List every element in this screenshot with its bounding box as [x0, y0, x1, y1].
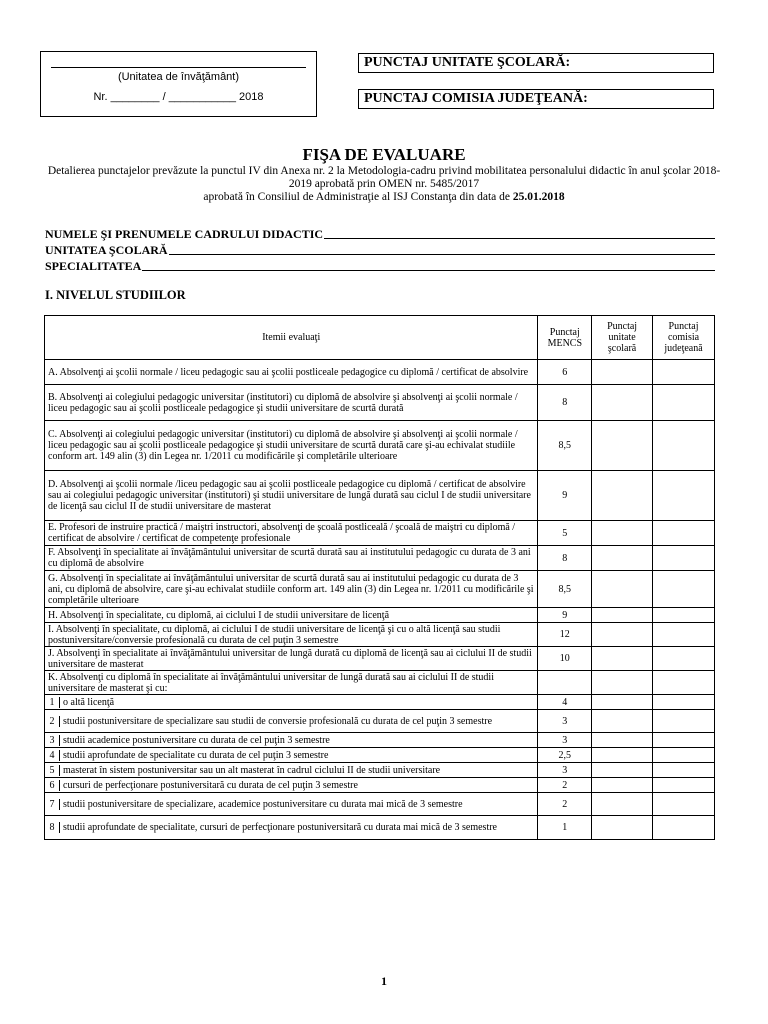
- row-county-score-cell[interactable]: [653, 360, 715, 385]
- document-title: FIŞA DE EVALUARE: [302, 145, 466, 164]
- sub-row-mencs-points: 4: [538, 695, 592, 710]
- table-sub-row: [45, 763, 715, 778]
- specialty-field-label: SPECIALITATEA: [45, 259, 142, 273]
- row-school-score-cell[interactable]: [592, 571, 653, 608]
- teacher-info-fields: [45, 226, 715, 274]
- row-school-score-cell[interactable]: [592, 421, 653, 471]
- sub-row-index: 6: [45, 780, 60, 791]
- table-row: [45, 623, 715, 647]
- header-items: Itemii evaluaţi: [45, 316, 538, 360]
- unit-signature-line: [51, 67, 306, 68]
- row-county-score-cell[interactable]: [653, 421, 715, 471]
- section-title: I. NIVELUL STUDIILOR: [45, 288, 186, 302]
- sub-row-school-score-cell[interactable]: [592, 695, 653, 710]
- row-item-text: C. Absolvenţi ai colegiului pedagogic universitar (institutori) cu diplomă de absolvire şi absolvenţi ai şcolii normale / liceu pedagogic sau ai şcolii postliceale pedagogice şi studii universitare de scurtă durată care şi-au echivalat studiile conform art. 149 alin (3) din Legea nr. 1/2011 cu modificările şi completările ulterioare: [45, 421, 538, 471]
- row-mencs-points: 6: [538, 360, 592, 385]
- sub-row-school-score-cell[interactable]: [592, 778, 653, 793]
- table-row: [45, 546, 715, 571]
- row-item-text: K. Absolvenţi cu diplomă în specialitate ai învăţământului universitar de lungă durată sau ai ciclului II de studii universitare de masterat şi cu:: [45, 671, 538, 695]
- sub-row-school-score-cell[interactable]: [592, 710, 653, 733]
- sub-row-school-score-cell[interactable]: [592, 793, 653, 816]
- sub-row-index: 2: [45, 716, 60, 727]
- sub-row-item: [45, 695, 538, 710]
- table-row: [45, 471, 715, 521]
- row-item-text: H. Absolvenţi în specialitate, cu diplomă, ai ciclului I de studii universitare de licenţă: [45, 608, 538, 623]
- sub-row-mencs-points: 2,5: [538, 748, 592, 763]
- table-row: [45, 571, 715, 608]
- sub-row-text: studii aprofundate de specialitate cu durata de cel puţin 3 semestre: [63, 749, 329, 761]
- row-school-score-cell[interactable]: [592, 521, 653, 546]
- sub-row-text: cursuri de perfecţionare postuniversitară cu durata de cel puţin 3 semestre: [63, 779, 358, 791]
- row-county-score-cell[interactable]: [653, 623, 715, 647]
- row-school-score-cell[interactable]: [592, 546, 653, 571]
- sub-row-index: 1: [45, 697, 60, 708]
- sub-row-school-score-cell[interactable]: [592, 816, 653, 840]
- unit-label: (Unitatea de învăţământ): [117, 71, 240, 83]
- score-school-box[interactable]: PUNCTAJ UNITATE ŞCOLARĂ:: [358, 53, 714, 73]
- sub-row-county-score-cell[interactable]: [653, 748, 715, 763]
- table-row: [45, 421, 715, 471]
- sub-row-item: [45, 816, 538, 840]
- sub-row-text: masterat în sistem postuniversitar sau un alt masterat în cadrul ciclului II de studii universitare: [63, 764, 441, 776]
- sub-row-index: 4: [45, 750, 60, 761]
- sub-row-mencs-points: 2: [538, 778, 592, 793]
- row-item-text: B. Absolvenţi ai colegiului pedagogic universitar (institutori) cu diplomă de absolvire şi absolvenţi ai şcolii normale / liceu pedagogic sau ai şcolii postliceale pedagogice şi studii universitare de scurtă durată: [45, 385, 538, 421]
- score-county-box[interactable]: PUNCTAJ COMISIA JUDEŢEANĂ:: [358, 89, 714, 109]
- subtitle-date: 25.01.2018: [512, 191, 565, 203]
- sub-row-mencs-points: 1: [538, 816, 592, 840]
- evaluation-table: [44, 315, 715, 840]
- row-mencs-points: 8,5: [538, 421, 592, 471]
- row-county-score-cell[interactable]: [653, 671, 715, 695]
- row-mencs-points: 10: [538, 647, 592, 671]
- row-county-score-cell[interactable]: [653, 385, 715, 421]
- subtitle-line-2: [40, 191, 728, 204]
- row-item-text: J. Absolvenţi în specialitate ai învăţământului universitar de lungă durată cu diplomă de licenţă sau ai ciclului II de studii universitare de masterat: [45, 647, 538, 671]
- subtitle-line-1: Detalierea punctajelor prevăzute la punctul IV din Anexa nr. 2 la Metodologia-cadru privind mobilitatea personalului didactic în anul şcolar 2018-2019 aprobată prin OMEN nr. 5485/2017: [47, 165, 721, 190]
- sub-row-index: 7: [45, 799, 60, 810]
- header-mencs: Punctaj MENCS: [538, 316, 592, 360]
- row-county-score-cell[interactable]: [653, 546, 715, 571]
- name-field-line[interactable]: [324, 238, 715, 239]
- table-sub-row: [45, 793, 715, 816]
- row-mencs-points: 12: [538, 623, 592, 647]
- sub-row-county-score-cell[interactable]: [653, 793, 715, 816]
- table-row: [45, 608, 715, 623]
- header-county: Punctaj comisia judeţeană: [653, 316, 715, 360]
- sub-row-school-score-cell[interactable]: [592, 733, 653, 748]
- table-sub-row: [45, 733, 715, 748]
- school-unit-box: [40, 51, 317, 117]
- row-school-score-cell[interactable]: [592, 647, 653, 671]
- sub-row-county-score-cell[interactable]: [653, 733, 715, 748]
- document-subtitle: [40, 165, 728, 204]
- sub-row-item: [45, 710, 538, 733]
- sub-row-text: o altă licenţă: [63, 696, 115, 708]
- sub-row-index: 5: [45, 765, 60, 776]
- table-row: [45, 360, 715, 385]
- sub-row-text: studii postuniversitare de specializare sau studii de conversie profesională cu durata de cel puţin 3 semestre: [63, 715, 493, 727]
- row-school-score-cell[interactable]: [592, 471, 653, 521]
- sub-row-mencs-points: 3: [538, 763, 592, 778]
- sub-row-school-score-cell[interactable]: [592, 748, 653, 763]
- table-sub-row: [45, 778, 715, 793]
- table-sub-row: [45, 695, 715, 710]
- row-mencs-points: 8: [538, 385, 592, 421]
- sub-row-mencs-points: 2: [538, 793, 592, 816]
- sub-row-mencs-points: 3: [538, 710, 592, 733]
- subtitle-approval-text: aprobată în Consiliul de Administraţie al ISJ Constanţa din data de: [203, 191, 510, 203]
- row-school-score-cell[interactable]: [592, 360, 653, 385]
- page-number: 1: [381, 974, 387, 988]
- sub-row-school-score-cell[interactable]: [592, 763, 653, 778]
- row-mencs-points: 9: [538, 608, 592, 623]
- school-field-line[interactable]: [169, 254, 715, 255]
- name-field[interactable]: [45, 226, 715, 242]
- table-row: [45, 647, 715, 671]
- sub-row-county-score-cell[interactable]: [653, 763, 715, 778]
- sub-row-county-score-cell[interactable]: [653, 695, 715, 710]
- header-school: Punctaj unitate şcolară: [592, 316, 653, 360]
- row-mencs-points: 8: [538, 546, 592, 571]
- table-sub-row: [45, 816, 715, 840]
- sub-row-index: 3: [45, 735, 60, 746]
- row-item-text: F. Absolvenţi în specialitate ai învăţământului universitar de scurtă durată sau ai institutului pedagogic cu durata de 3 ani cu diplomă de absolvire: [45, 546, 538, 571]
- row-county-score-cell[interactable]: [653, 471, 715, 521]
- row-mencs-points: 8,5: [538, 571, 592, 608]
- sub-row-text: studii aprofundate de specialitate, cursuri de perfecţionare postuniversitară cu durata mai mică de 3 semestre: [63, 822, 497, 833]
- registration-number-line: Nr. ________ / ___________ 2018: [93, 91, 264, 103]
- row-mencs-points: [538, 671, 592, 695]
- sub-row-text: studii academice postuniversitare cu durata de cel puţin 3 semestre: [63, 734, 330, 746]
- row-mencs-points: 9: [538, 471, 592, 521]
- table-sub-row: [45, 710, 715, 733]
- row-item-text: I. Absolvenţi în specialitate, cu diplomă, ai ciclului I de studii universitare de licenţă şi cu o altă licenţă sau studii postuniversitare/conversie profesională cu durata de cel puţin 3 semestre: [45, 623, 538, 647]
- row-county-score-cell[interactable]: [653, 647, 715, 671]
- row-item-text: D. Absolvenţi ai şcolii normale /liceu pedagogic sau ai şcolii postliceale pedagogice cu diplomă / certificat de absolvire sau ai colegiului pedagogic universitar (institutori) şi studii universitare de lungă durată sau ciclul I de studii universitare de licenţă sau ciclul II de studii universitare de masterat: [45, 471, 538, 521]
- sub-row-item: [45, 733, 538, 748]
- sub-row-item: [45, 748, 538, 763]
- row-school-score-cell[interactable]: [592, 671, 653, 695]
- row-county-score-cell[interactable]: [653, 521, 715, 546]
- sub-row-county-score-cell[interactable]: [653, 778, 715, 793]
- sub-row-text: studii postuniversitare de specializare, academice postuniversitare cu durata mai mică de 3 semestre: [63, 798, 463, 810]
- sub-row-county-score-cell[interactable]: [653, 710, 715, 733]
- sub-row-item: [45, 763, 538, 778]
- row-mencs-points: 5: [538, 521, 592, 546]
- row-county-score-cell[interactable]: [653, 571, 715, 608]
- table-row: [45, 521, 715, 546]
- sub-row-county-score-cell[interactable]: [653, 816, 715, 840]
- row-item-text: G. Absolvenţi în specialitate ai învăţământului universitar de scurtă durată sau ai institutului pedagogic cu durata de 3 ani, cu diplomă de absolvire, care şi-au echivalat studiile conform art. 149 alin (3) din Legea nr. 1/2011 cu modificările şi completările ulterioare: [45, 571, 538, 608]
- sub-row-item: [45, 778, 538, 793]
- table-row: [45, 385, 715, 421]
- row-item-text: A. Absolvenţi ai şcolii normale / liceu pedagogic sau ai şcolii postliceale pedagogice cu diplomă / certificat de absolvire: [45, 360, 538, 385]
- sub-row-index: 8: [45, 822, 60, 833]
- table-sub-row: [45, 748, 715, 763]
- school-field[interactable]: [45, 242, 715, 258]
- school-field-label: UNITATEA ŞCOLARĂ: [45, 243, 168, 257]
- table-row: [45, 671, 715, 695]
- name-field-label: NUMELE ŞI PRENUMELE CADRULUI DIDACTIC: [45, 227, 324, 241]
- sub-row-item: [45, 793, 538, 816]
- sub-row-mencs-points: 3: [538, 733, 592, 748]
- row-school-score-cell[interactable]: [592, 385, 653, 421]
- specialty-field[interactable]: [45, 258, 715, 274]
- row-county-score-cell[interactable]: [653, 608, 715, 623]
- row-item-text: E. Profesori de instruire practică / maiştri instructori, absolvenţi de şcoală postliceală / şcoală de maiştri cu diplomă / certificat de absolvire / certificat de competenţe profesionale: [45, 521, 538, 546]
- table-header-row: [45, 316, 715, 360]
- row-school-score-cell[interactable]: [592, 608, 653, 623]
- specialty-field-line[interactable]: [142, 270, 715, 271]
- row-school-score-cell[interactable]: [592, 623, 653, 647]
